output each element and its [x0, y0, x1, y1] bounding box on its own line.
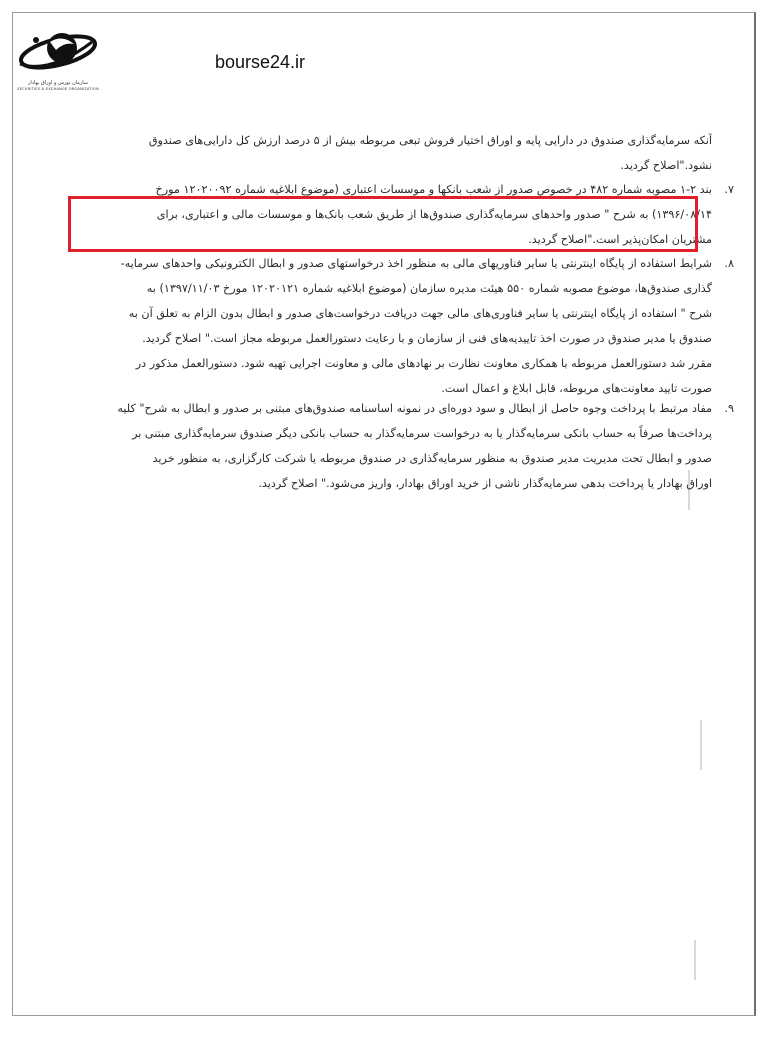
- highlight-box: [68, 196, 698, 252]
- item-number: .۸: [724, 257, 734, 270]
- item-8: [72, 251, 734, 401]
- organization-logo: [10, 20, 106, 102]
- item-line: مقرر شد دستورالعمل مربوطه با همکاری معاونت نظارت بر نهادهای مالی و معاونت اجرایی تهیه شود. دستورالعمل مذکور در: [135, 357, 712, 370]
- item-number: .۷: [724, 183, 734, 196]
- item-line: شرح " استفاده از پایگاه اینترنتی یا سایر فناوری‌های مالی جهت دریافت درخواست‌های صدور و ابطال بدون الزام به تعلق آن به: [128, 307, 712, 320]
- intro-line: آنکه سرمایه‌گذاری صندوق در دارایی پایه و اوراق اختیار فروش تبعی مربوطه بیش از ۵ درصد ارزش کل دارایی‌های صندوق: [148, 134, 712, 147]
- scan-edge-mark: [694, 940, 696, 980]
- item-line: بند ۲-۱ مصوبه شماره ۴۸۲ در خصوص صدور از شعب بانکها و موسسات اعتباری (موضوع ابلاغیه شماره ۱۲۰۲۰۰۹۲ مورخ: [155, 183, 712, 196]
- item-number: .۹: [724, 402, 734, 415]
- intro-line: نشود."اصلاح گردید.: [620, 159, 712, 172]
- logo-caption-en: SECURITIES & EXCHANGE ORGANIZATION: [17, 87, 99, 91]
- logo-caption-fa: سازمان بورس و اوراق بهادار: [27, 80, 88, 86]
- item-line: ۱۳۹۶/۰۸/۱۴) به شرح " صدور واحدهای سرمایه‌گذاری صندوق‌ها از طریق شعب بانک‌ها و موسسات مالی و اعتباری، برای: [156, 208, 712, 221]
- item-line: مفاد مرتبط با پرداخت وجوه حاصل از ابطال و سود دوره‌ای در نمونه اساسنامه صندوق‌های مبتنی بر صدور و ابطال به شرح" کلیه: [117, 402, 712, 415]
- item-line: شرایط استفاده از پایگاه اینترنتی یا سایر فناوریهای مالی به منظور اخذ درخواستهای صدور و ابطال الکترونیکی واحدهای سرمایه-: [120, 257, 712, 270]
- item-line: گذاری صندوق‌ها، موضوع مصوبه شماره ۵۵۰ هیئت مدیره سازمان (موضوع ابلاغیه شماره ۱۲۰۲۰۱۲۱ مورخ ۱۳۹۷/۱۱/۰۳) به: [146, 282, 712, 295]
- globe-swoosh-icon: [10, 20, 106, 80]
- item-line: صدور و ابطال تحت مدیریت مدیر صندوق به منظور سرمایه‌گذاری در صندوق مربوطه یا شرکت کارگزاری، به منظور خرید: [152, 452, 712, 465]
- item-9: [72, 396, 734, 496]
- item-line: صورت تایید معاونت‌های مربوطه، قابل ابلاغ و اعمال است.: [441, 382, 712, 395]
- item-line: اوراق بهادار یا پرداخت بدهی سرمایه‌گذار ناشی از خرید اوراق بهادار، واریز می‌شود." اصلاح گردید.: [258, 477, 712, 490]
- item-line: پرداخت‌ها صرفاً به حساب بانکی سرمایه‌گذار یا به درخواست سرمایه‌گذار به حساب بانکی دیگر صندوق سرمایه‌گذاری مبتنی بر: [132, 427, 712, 440]
- item-line: صندوق یا مدیر صندوق در صورت اخذ تاییدیه‌های فنی از سازمان و با رعایت دستورالعمل مربوطه مجاز است." اصلاح گردید.: [142, 332, 712, 345]
- item-line: مشتریان امکان‌پذیر است."اصلاح گردید.: [528, 233, 712, 246]
- intro-paragraph: [72, 128, 712, 178]
- site-watermark: bourse24.ir: [215, 52, 306, 72]
- scan-edge-mark: [700, 720, 702, 770]
